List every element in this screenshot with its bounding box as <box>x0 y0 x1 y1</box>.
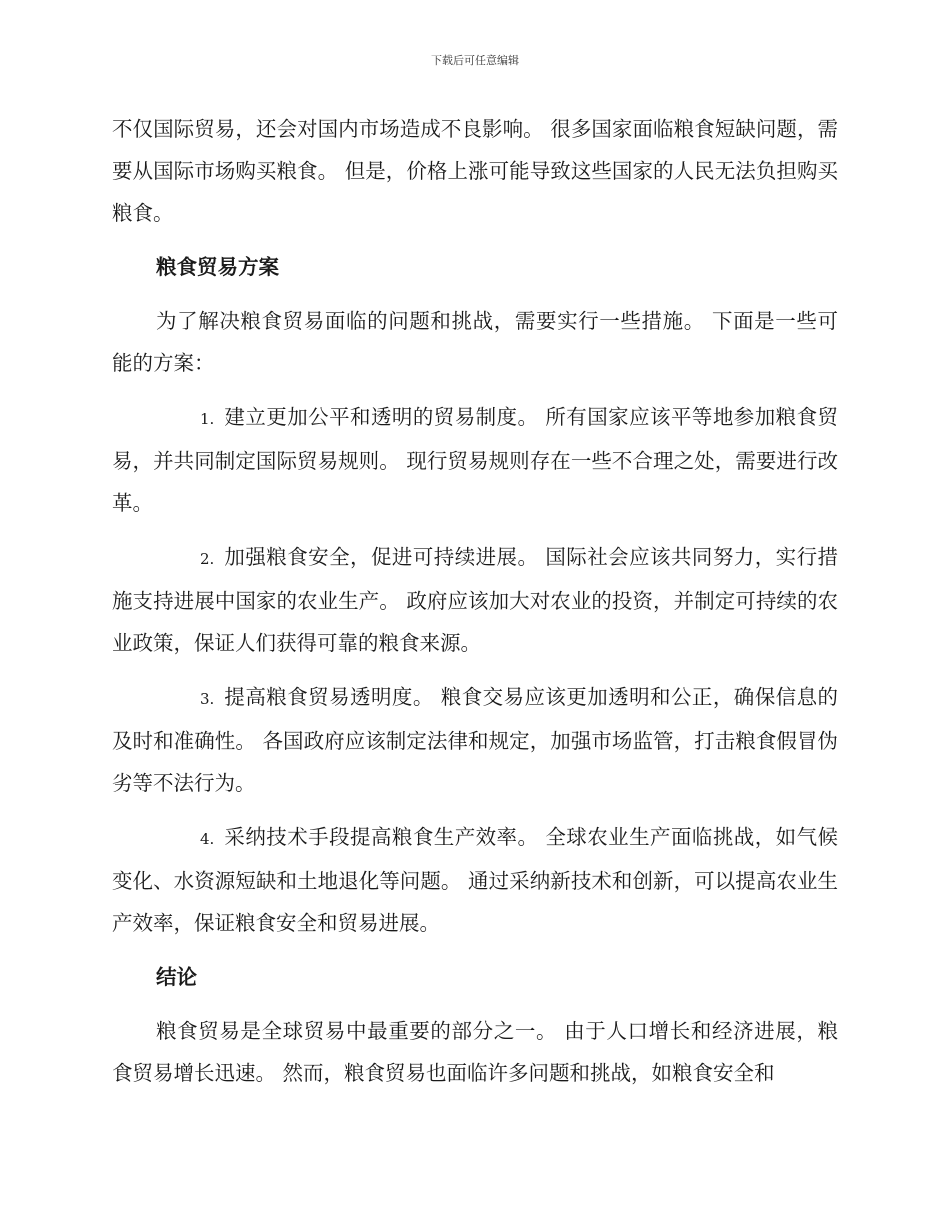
list-item-text: 加强粮食安全，促进可持续进展。 国际社会应该共同努力，实行措施支持进展中国家的农业生产。 政府应该加大对农业的投资，并制定可持续的农业政策，保证人们获得可靠的粮食来源。 <box>112 545 838 655</box>
list-item-2 <box>112 536 838 664</box>
section-heading: 粮食贸易方案 <box>156 255 279 279</box>
list-item-number: 4. <box>200 830 215 848</box>
document-body <box>112 108 838 1094</box>
list-item-text: 提高粮食贸易透明度。 粮食交易应该更加透明和公正，确保信息的及时和准确性。 各国政府应该制定法律和规定，加强市场监管，打击粮食假冒伪劣等不法行为。 <box>112 685 838 795</box>
list-item-number: 3. <box>200 690 215 708</box>
list-item-4 <box>112 816 838 944</box>
list-item-number: 2. <box>200 550 215 568</box>
list-item-3 <box>112 676 838 804</box>
list-item-number: 1. <box>200 410 215 428</box>
conclusion-paragraph: 粮食贸易是全球贸易中最重要的部分之一。 由于人口增长和经济进展，粮食贸易增长迅速。 然而，粮食贸易也面临许多问题和挑战，如粮食安全和 <box>112 1019 838 1085</box>
conclusion-heading: 结论 <box>156 965 197 989</box>
intro-paragraph: 不仅国际贸易，还会对国内市场造成不良影响。 很多国家面临粮食短缺问题，需要从国际市场购买粮食。 但是，价格上涨可能导致这些国家的人民无法负担购买粮食。 <box>112 117 838 225</box>
list-item-text: 建立更加公平和透明的贸易制度。 所有国家应该平等地参加粮食贸易，并共同制定国际贸易规则。 现行贸易规则存在一些不合理之处，需要进行改革。 <box>112 405 838 515</box>
list-item-text: 采纳技术手段提高粮食生产效率。 全球农业生产面临挑战，如气候变化、水资源短缺和土地退化等问题。 通过采纳新技术和创新，可以提高农业生产效率，保证粮食安全和贸易进展。 <box>112 825 838 935</box>
section-intro-paragraph: 为了解决粮食贸易面临的问题和挑战，需要实行一些措施。 下面是一些可能的方案： <box>112 309 838 375</box>
page-header: 下载后可任意编辑 <box>431 54 519 67</box>
list-item-1 <box>112 396 838 524</box>
